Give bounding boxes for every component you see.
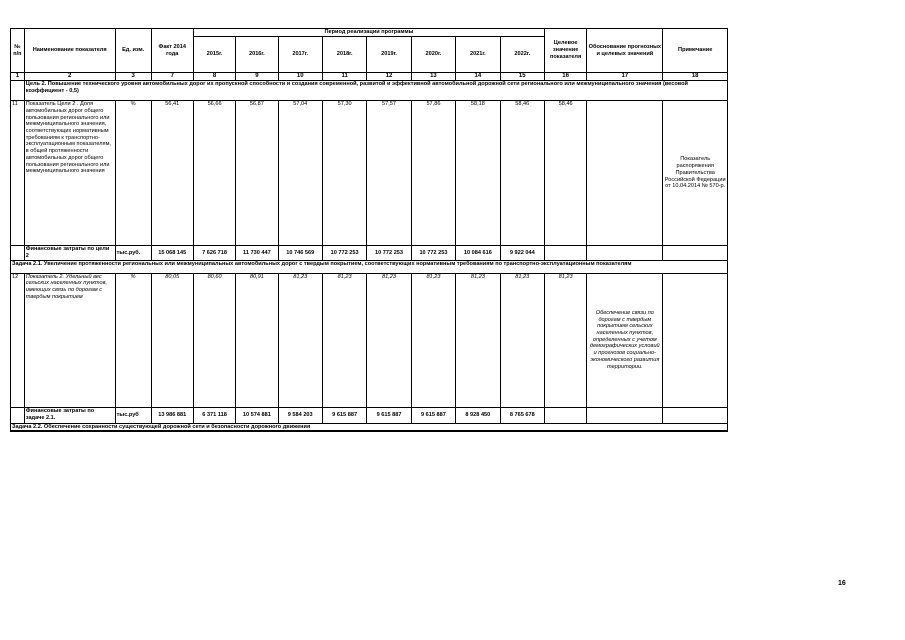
row-12-reason: Обеспечение связи по дорогам с твердым покрытием сельских населенных пунктов, определенных с учетом демографических условий и прогнозов социально-экономического развития территории. xyxy=(587,273,663,407)
column-number: 7 xyxy=(151,73,193,81)
column-number: 14 xyxy=(456,73,500,81)
fin-2-value: 10 772 253 xyxy=(322,246,366,260)
fin-2-value: 11 730 447 xyxy=(236,246,278,260)
row-12-value: 81,23 xyxy=(322,273,366,407)
fin-2-1-value: 9 615 887 xyxy=(411,407,455,423)
column-number: 11 xyxy=(322,73,366,81)
row-11-value: 57,57 xyxy=(367,101,411,246)
fin-2-1-unit: тыс.руб xyxy=(115,407,151,423)
row-11-value: 58,46 xyxy=(500,101,544,246)
fin-2-1-name: Финансовые затраты по задаче 2.1. xyxy=(24,407,115,423)
header-year: 2016г. xyxy=(236,37,278,73)
row-11-value: 56,66 xyxy=(193,101,235,246)
column-number: 2 xyxy=(24,73,115,81)
column-number: 12 xyxy=(367,73,411,81)
column-number: 18 xyxy=(663,73,728,81)
row-12-value: 81,23 xyxy=(278,273,322,407)
column-number: 8 xyxy=(193,73,235,81)
row-11-value: 58,18 xyxy=(456,101,500,246)
header-year: 2018г. xyxy=(322,37,366,73)
task-2-2-text: Задача 2.2. Обеспечение сохранности существующей дорожной сети и безопасности дорожного движения xyxy=(11,423,728,431)
header-year: 2020г. xyxy=(411,37,455,73)
row-11-value: 57,86 xyxy=(411,101,455,246)
row-12-value: 81,23 xyxy=(500,273,544,407)
fin-2-value: 7 626 718 xyxy=(193,246,235,260)
header-no: № п/п xyxy=(11,29,25,73)
fin-2-value: 10 746 569 xyxy=(278,246,322,260)
goal-2-text: Цель 2. Повышение технического уровня автомобильных дорог их пропускной способности и создания современной, развитой и эффективной автомобильной дорожной сети регионального или межмуниципального значения (весовой коэффициент - 0,5) xyxy=(24,81,727,101)
header-year: 2022г. xyxy=(500,37,544,73)
row-12-name: Показатель 2. Удельный вес сельских населенных пунктов, имеющих связь по дорогам с твердым покрытием xyxy=(24,273,115,407)
row-11-name: Показатель Цели 2 . Доля автомобильных дорог общего пользования регионального или межмуниципального значения, соответствующих нормативным требованиям к транспортно-эксплуатационным показателям, в общей протяженности автомобильных дорог общего пользования регионального или межмуниципального значения xyxy=(24,101,115,246)
header-reason: Обоснование прогнозных и целевых значений xyxy=(587,29,663,73)
fin-2-value: 10 772 253 xyxy=(367,246,411,260)
fin-2-1-value: 8 928 450 xyxy=(456,407,500,423)
row-11-value: 57,30 xyxy=(322,101,366,246)
fin-2-1-value: 9 584 203 xyxy=(278,407,322,423)
row-12-value: 80,91 xyxy=(236,273,278,407)
row-12-value: 81,23 xyxy=(456,273,500,407)
header-fact: Факт 2014 года xyxy=(151,29,193,73)
row-11-number: 11 xyxy=(11,101,25,246)
fin-2-1-value: 10 574 881 xyxy=(236,407,278,423)
column-number: 3 xyxy=(115,73,151,81)
column-number: 15 xyxy=(500,73,544,81)
row-12-target: 81,23 xyxy=(544,273,586,407)
fin-2-fact: 15 068 145 xyxy=(151,246,193,260)
column-number: 13 xyxy=(411,73,455,81)
header-year: 2017г. xyxy=(278,37,322,73)
header-note: Примечание xyxy=(663,29,728,73)
fin-2-unit: тыс.руб. xyxy=(115,246,151,260)
row-12-number: 12 xyxy=(11,273,25,407)
row-11-target: 58,46 xyxy=(544,101,586,246)
row-11-note: Показатель распоряжения Правительства Российской Федерации от 10.04.2014 № 570-р. xyxy=(663,101,728,246)
row-11-unit: % xyxy=(115,101,151,246)
fin-2-name: Финансовые затраты по цели 2 xyxy=(24,246,115,260)
header-unit: Ед. изм. xyxy=(115,29,151,73)
row-11-value: 56,87 xyxy=(236,101,278,246)
fin-2-1-value: 6 371 118 xyxy=(193,407,235,423)
indicator-table xyxy=(10,28,728,432)
column-number: 9 xyxy=(236,73,278,81)
header-year: 2021г. xyxy=(456,37,500,73)
fin-2-1-value: 8 765 678 xyxy=(500,407,544,423)
header-target: Целевое значение показателя xyxy=(544,29,586,73)
row-12-value: 81,23 xyxy=(411,273,455,407)
row-11-fact: 56,41 xyxy=(151,101,193,246)
column-number: 10 xyxy=(278,73,322,81)
column-number: 17 xyxy=(587,73,663,81)
row-12-fact: 80,05 xyxy=(151,273,193,407)
row-12-value: 80,60 xyxy=(193,273,235,407)
header-year: 2015г. xyxy=(193,37,235,73)
column-number: 16 xyxy=(544,73,586,81)
row-12-unit: % xyxy=(115,273,151,407)
row-12-note xyxy=(663,273,728,407)
fin-2-1-fact: 13 986 881 xyxy=(151,407,193,423)
fin-2-1-value: 9 615 887 xyxy=(322,407,366,423)
row-12-value: 81,23 xyxy=(367,273,411,407)
header-period: Период реализации программы xyxy=(193,29,544,37)
page-number: 16 xyxy=(838,580,846,587)
fin-2-1-value: 9 615 887 xyxy=(367,407,411,423)
row-11-reason xyxy=(587,101,663,246)
row-11-value: 57,04 xyxy=(278,101,322,246)
fin-2-value: 10 772 253 xyxy=(411,246,455,260)
fin-2-value: 9 922 044 xyxy=(500,246,544,260)
task-2-1-text: Задача 2.1. Увеличение протяженности региональных или межмуниципальных автомобильных дорог с твердым покрытием, соответствующих нормативным требованиям по транспортно-эксплуатационным показателям xyxy=(11,260,728,273)
column-number: 1 xyxy=(11,73,25,81)
indicator-table-sheet xyxy=(10,28,728,432)
fin-2-value: 10 084 616 xyxy=(456,246,500,260)
header-year: 2019г. xyxy=(367,37,411,73)
header-name: Наименование показателя xyxy=(24,29,115,73)
